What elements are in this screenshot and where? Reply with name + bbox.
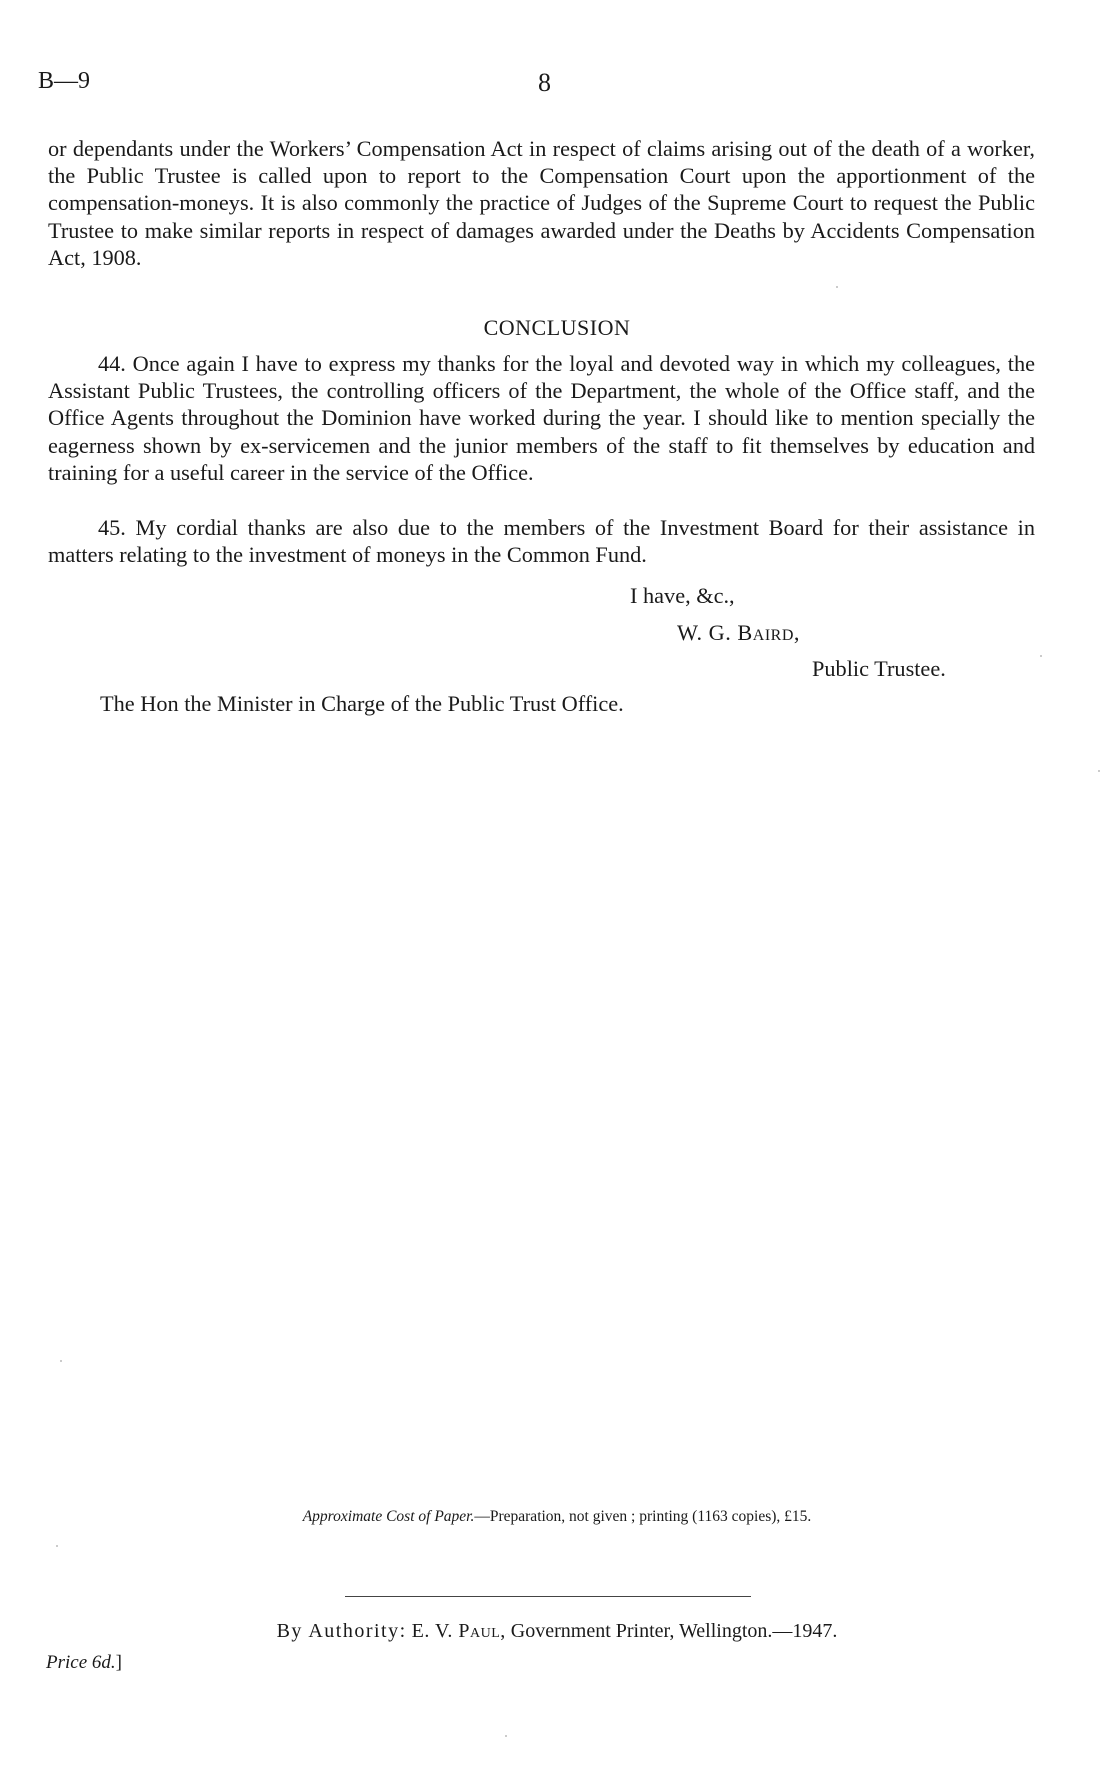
paper-speck	[56, 1545, 58, 1547]
price-note	[46, 1652, 122, 1674]
paper-speck	[836, 286, 838, 288]
cost-label: Approximate Cost of Paper.	[302, 1508, 475, 1525]
paragraph-45: 45. My cordial thanks are also due to the members of the Investment Board for their assistance in matters relating to the investment of moneys in the Common Fund.	[48, 515, 1035, 568]
authority-label: By Authority:	[276, 1620, 407, 1642]
paragraph-44: 44. Once again I have to express my thanks for the loyal and devoted way in which my colleagues, the Assistant Public Trustees, the controlling officers of the Department, the whole of the Office staff, and the Office Agents throughout the Dominion have worked during the year. I should like to mention specially the eagerness shown by ex-servicemen and the junior members of the staff to fit themselves by education and training for a useful career in the service of the Office.	[48, 351, 1035, 485]
paper-speck	[1040, 655, 1042, 657]
paper-speck	[60, 1360, 62, 1362]
section-heading: CONCLUSION	[483, 315, 631, 340]
cost-of-paper-note	[0, 1508, 1114, 1526]
signatory-name: W. G. Baird,	[677, 620, 800, 645]
printer-name: E. V. Paul,	[411, 1620, 506, 1642]
closing-salutation: I have, &c.,	[630, 583, 735, 608]
addressee-line: The Hon the Minister in Charge of the Public Trust Office.	[100, 691, 624, 716]
paragraph-continued: or dependants under the Workers’ Compensation Act in respect of claims arising out of the death of a worker, the Public Trustee is called upon to report to the Compensation Court upon the apportionment of the compensation-moneys. It is also commonly the practice of Judges of the Supreme Court to request the Public Trustee to make similar reports in respect of damages awarded under the Deaths by Accidents Compensation Act, 1908.	[48, 136, 1035, 270]
printer-details: Government Printer, Wellington.—1947.	[510, 1620, 838, 1642]
signatory-title: Public Trustee.	[812, 656, 946, 681]
cost-text: —Preparation, not given ; printing (1163 copies), £15.	[474, 1508, 812, 1525]
price-label: Price 6d.	[46, 1652, 116, 1673]
page-number: 8	[538, 68, 551, 97]
paper-speck	[505, 1735, 507, 1737]
footer-divider	[345, 1596, 751, 1597]
price-bracket: ]	[115, 1652, 122, 1673]
printer-authority-line	[0, 1620, 1114, 1643]
document-reference: B—9	[38, 68, 91, 94]
paper-speck	[1098, 770, 1100, 772]
